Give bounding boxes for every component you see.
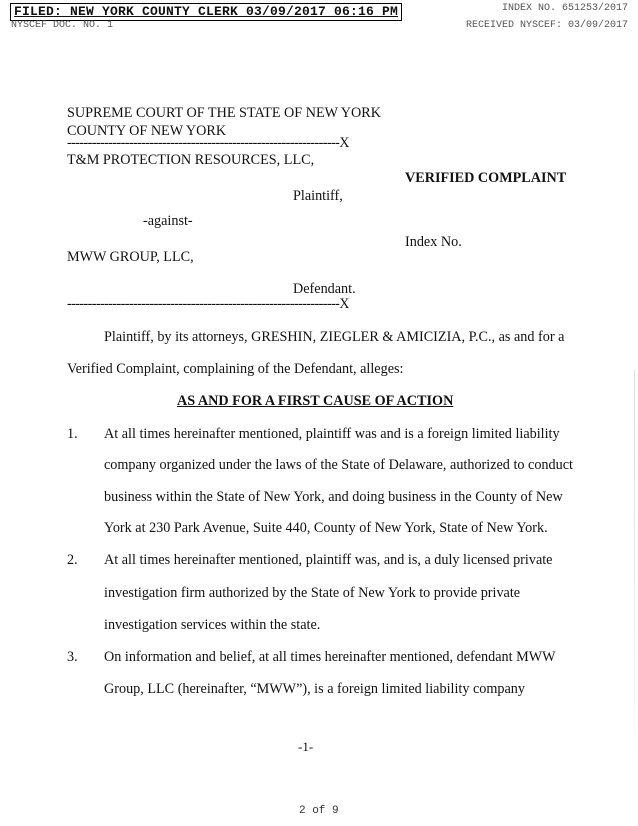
plaintiff-name: T&M PROTECTION RESOURCES, LLC, xyxy=(67,152,315,168)
paragraph-line: company organized under the laws of the State of Delaware, authorized to conduct xyxy=(104,457,573,473)
index-number: INDEX NO. 651253/2017 xyxy=(501,3,628,14)
paragraph-line: Group, LLC (hereinafter, “MWW”), is a foreign limited liability company xyxy=(104,681,525,697)
paragraph-line: business within the State of New York, and doing business in the County of New xyxy=(104,489,563,505)
scan-edge-shadow xyxy=(634,370,635,790)
paragraph-line: On information and belief, at all times hereinafter mentioned, defendant MWW xyxy=(104,649,556,665)
plaintiff-role: Plaintiff, xyxy=(293,188,343,204)
paragraph-number: 3. xyxy=(67,649,78,665)
nyscef-doc-number: NYSCEF DOC. NO. 1 xyxy=(11,20,114,31)
caption-divider-top: ------------------------------------------------------------------X xyxy=(67,135,349,151)
paragraph-line: At all times hereinafter mentioned, plaintiff was, and is, a duly licensed private xyxy=(104,552,553,568)
page-count-footer: 2 of 9 xyxy=(299,805,339,817)
caption-divider-bottom: ------------------------------------------------------------------X xyxy=(67,296,349,312)
paragraph-line: At all times hereinafter mentioned, plaintiff was and is a foreign limited liability xyxy=(104,426,560,442)
defendant-name: MWW GROUP, LLC, xyxy=(67,249,194,265)
page-number: -1- xyxy=(298,739,314,754)
paragraph-number: 1. xyxy=(67,426,78,442)
index-no-label: Index No. xyxy=(405,234,462,250)
court-name: SUPREME COURT OF THE STATE OF NEW YORK xyxy=(67,105,381,121)
defendant-role: Defendant. xyxy=(293,281,356,297)
paragraph-line: York at 230 Park Avenue, Suite 440, County of New York, State of New York. xyxy=(104,520,548,536)
received-date: RECEIVED NYSCEF: 03/09/2017 xyxy=(465,20,628,31)
document-title: VERIFIED COMPLAINT xyxy=(405,170,567,186)
paragraph-line: investigation services within the state. xyxy=(104,617,321,633)
paragraph-line: investigation firm authorized by the State of New York to provide private xyxy=(104,585,521,601)
paragraph-number: 2. xyxy=(67,552,78,568)
section-heading: AS AND FOR A FIRST CAUSE OF ACTION xyxy=(177,393,454,409)
filed-stamp: FILED: NEW YORK COUNTY CLERK 03/09/2017 06:16 PM xyxy=(10,3,402,21)
intro-line-2: Verified Complaint, complaining of the Defendant, alleges: xyxy=(67,361,404,377)
county-name: COUNTY OF NEW YORK xyxy=(67,123,227,139)
against-label: -against- xyxy=(143,213,193,229)
intro-line-1: Plaintiff, by its attorneys, GRESHIN, ZIEGLER & AMICIZIA, P.C., as and for a xyxy=(104,329,565,345)
